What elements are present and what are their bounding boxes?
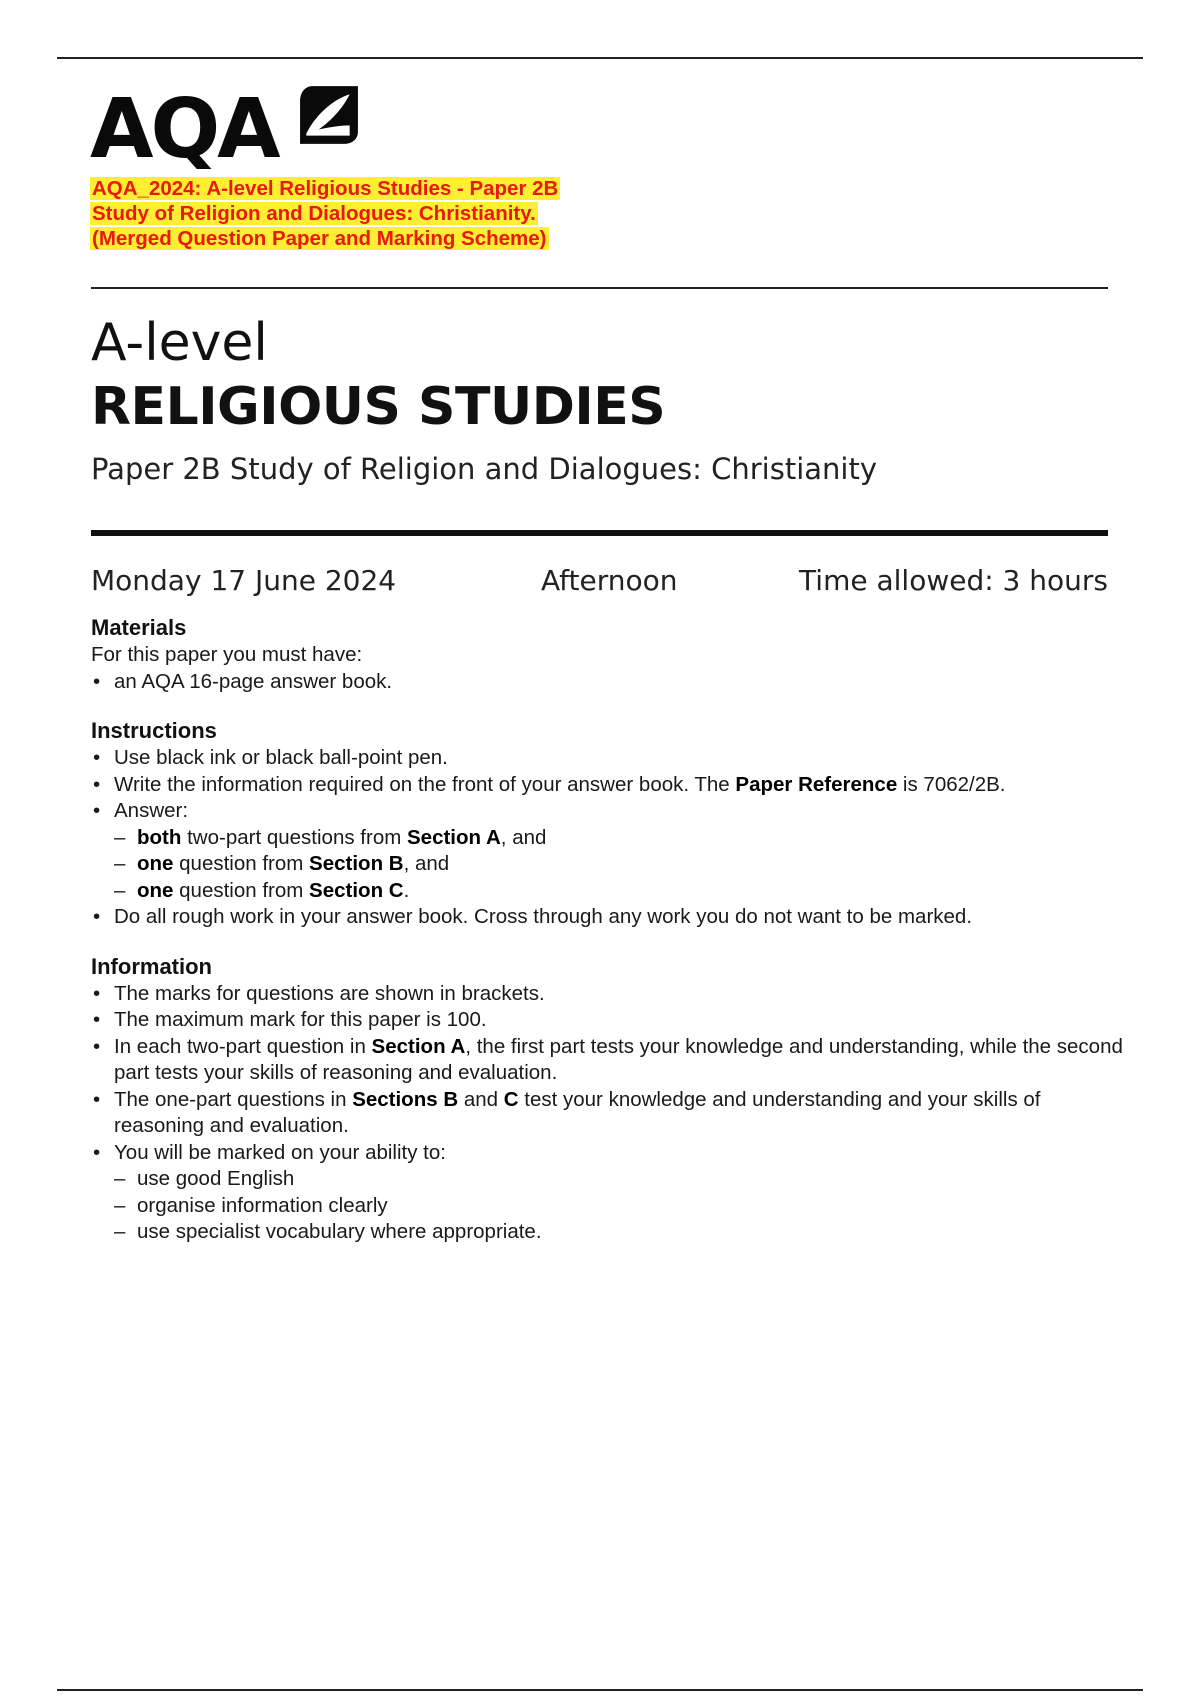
materials-heading: Materials <box>91 615 187 640</box>
time-allowed: Time allowed: 3 hours <box>799 564 1108 597</box>
banner-line: (Merged Question Paper and Marking Scheme) <box>92 227 547 250</box>
list-item: • Do all rough work in your answer book. Cross through any work you do not want to be marked. <box>91 904 1131 931</box>
materials-intro: For this paper you must have: <box>91 643 363 666</box>
banner-line: AQA_2024: A-level Religious Studies - Paper 2B <box>92 177 559 200</box>
list-item: – one question from Section B, and <box>114 851 1131 878</box>
exam-details <box>91 561 1108 601</box>
qualification-level: A-level <box>91 313 268 373</box>
materials-list <box>91 669 1131 696</box>
list-item: • The maximum mark for this paper is 100. <box>91 1007 1131 1034</box>
list-item: • In each two-part question in Section A, the first part tests your knowledge and understanding, while the second part tests your skills of reasoning and evaluation. <box>91 1034 1131 1087</box>
document-banner <box>90 176 560 251</box>
header-thick-divider <box>91 530 1108 536</box>
list-item: • Write the information required on the front of your answer book. The Paper Reference is 7062/2B. <box>91 772 1131 799</box>
instructions-list <box>91 745 1131 931</box>
subject-title: RELIGIOUS STUDIES <box>91 377 666 437</box>
instructions-heading: Instructions <box>91 718 217 743</box>
ability-sublist <box>114 1166 1131 1246</box>
list-item: – organise information clearly <box>114 1193 1131 1220</box>
list-item: • Use black ink or black ball-point pen. <box>91 745 1131 772</box>
list-item: • Answer: – both two-part questions from Section A, and – one question from Section B, and – one question from Section C. <box>91 798 1131 904</box>
information-heading: Information <box>91 953 212 979</box>
exam-date: Monday 17 June 2024 <box>91 564 397 597</box>
list-item: – both two-part questions from Section A, and <box>114 825 1131 852</box>
aqa-leaf-mark-icon <box>298 84 360 146</box>
list-item: • The marks for questions are shown in brackets. <box>91 981 1131 1008</box>
list-item: – use good English <box>114 1166 1131 1193</box>
list-item: • an AQA 16-page answer book. <box>91 669 1131 696</box>
list-item: • You will be marked on your ability to: – use good English – organise information clearly – use specialist vocabulary where appropriate. <box>91 1140 1131 1246</box>
list-item: – use specialist vocabulary where appropriate. <box>114 1219 1131 1246</box>
page-top-rule <box>57 57 1143 59</box>
logo-text: AQA <box>90 82 278 177</box>
information-list <box>91 981 1131 1246</box>
page-bottom-rule <box>57 1689 1143 1691</box>
exam-session: Afternoon <box>541 564 678 597</box>
header-divider <box>91 287 1108 289</box>
exam-instructions-body <box>91 614 1131 1246</box>
banner-line: Study of Religion and Dialogues: Christianity. <box>92 202 536 225</box>
list-item: – one question from Section C. <box>114 878 1131 905</box>
paper-title: Paper 2B Study of Religion and Dialogues: Christianity <box>91 452 877 486</box>
answer-sublist <box>114 825 1131 905</box>
list-item: • The one-part questions in Sections B and C test your knowledge and understanding and your skills of reasoning and evaluation. <box>91 1087 1131 1140</box>
aqa-logo <box>90 82 370 178</box>
